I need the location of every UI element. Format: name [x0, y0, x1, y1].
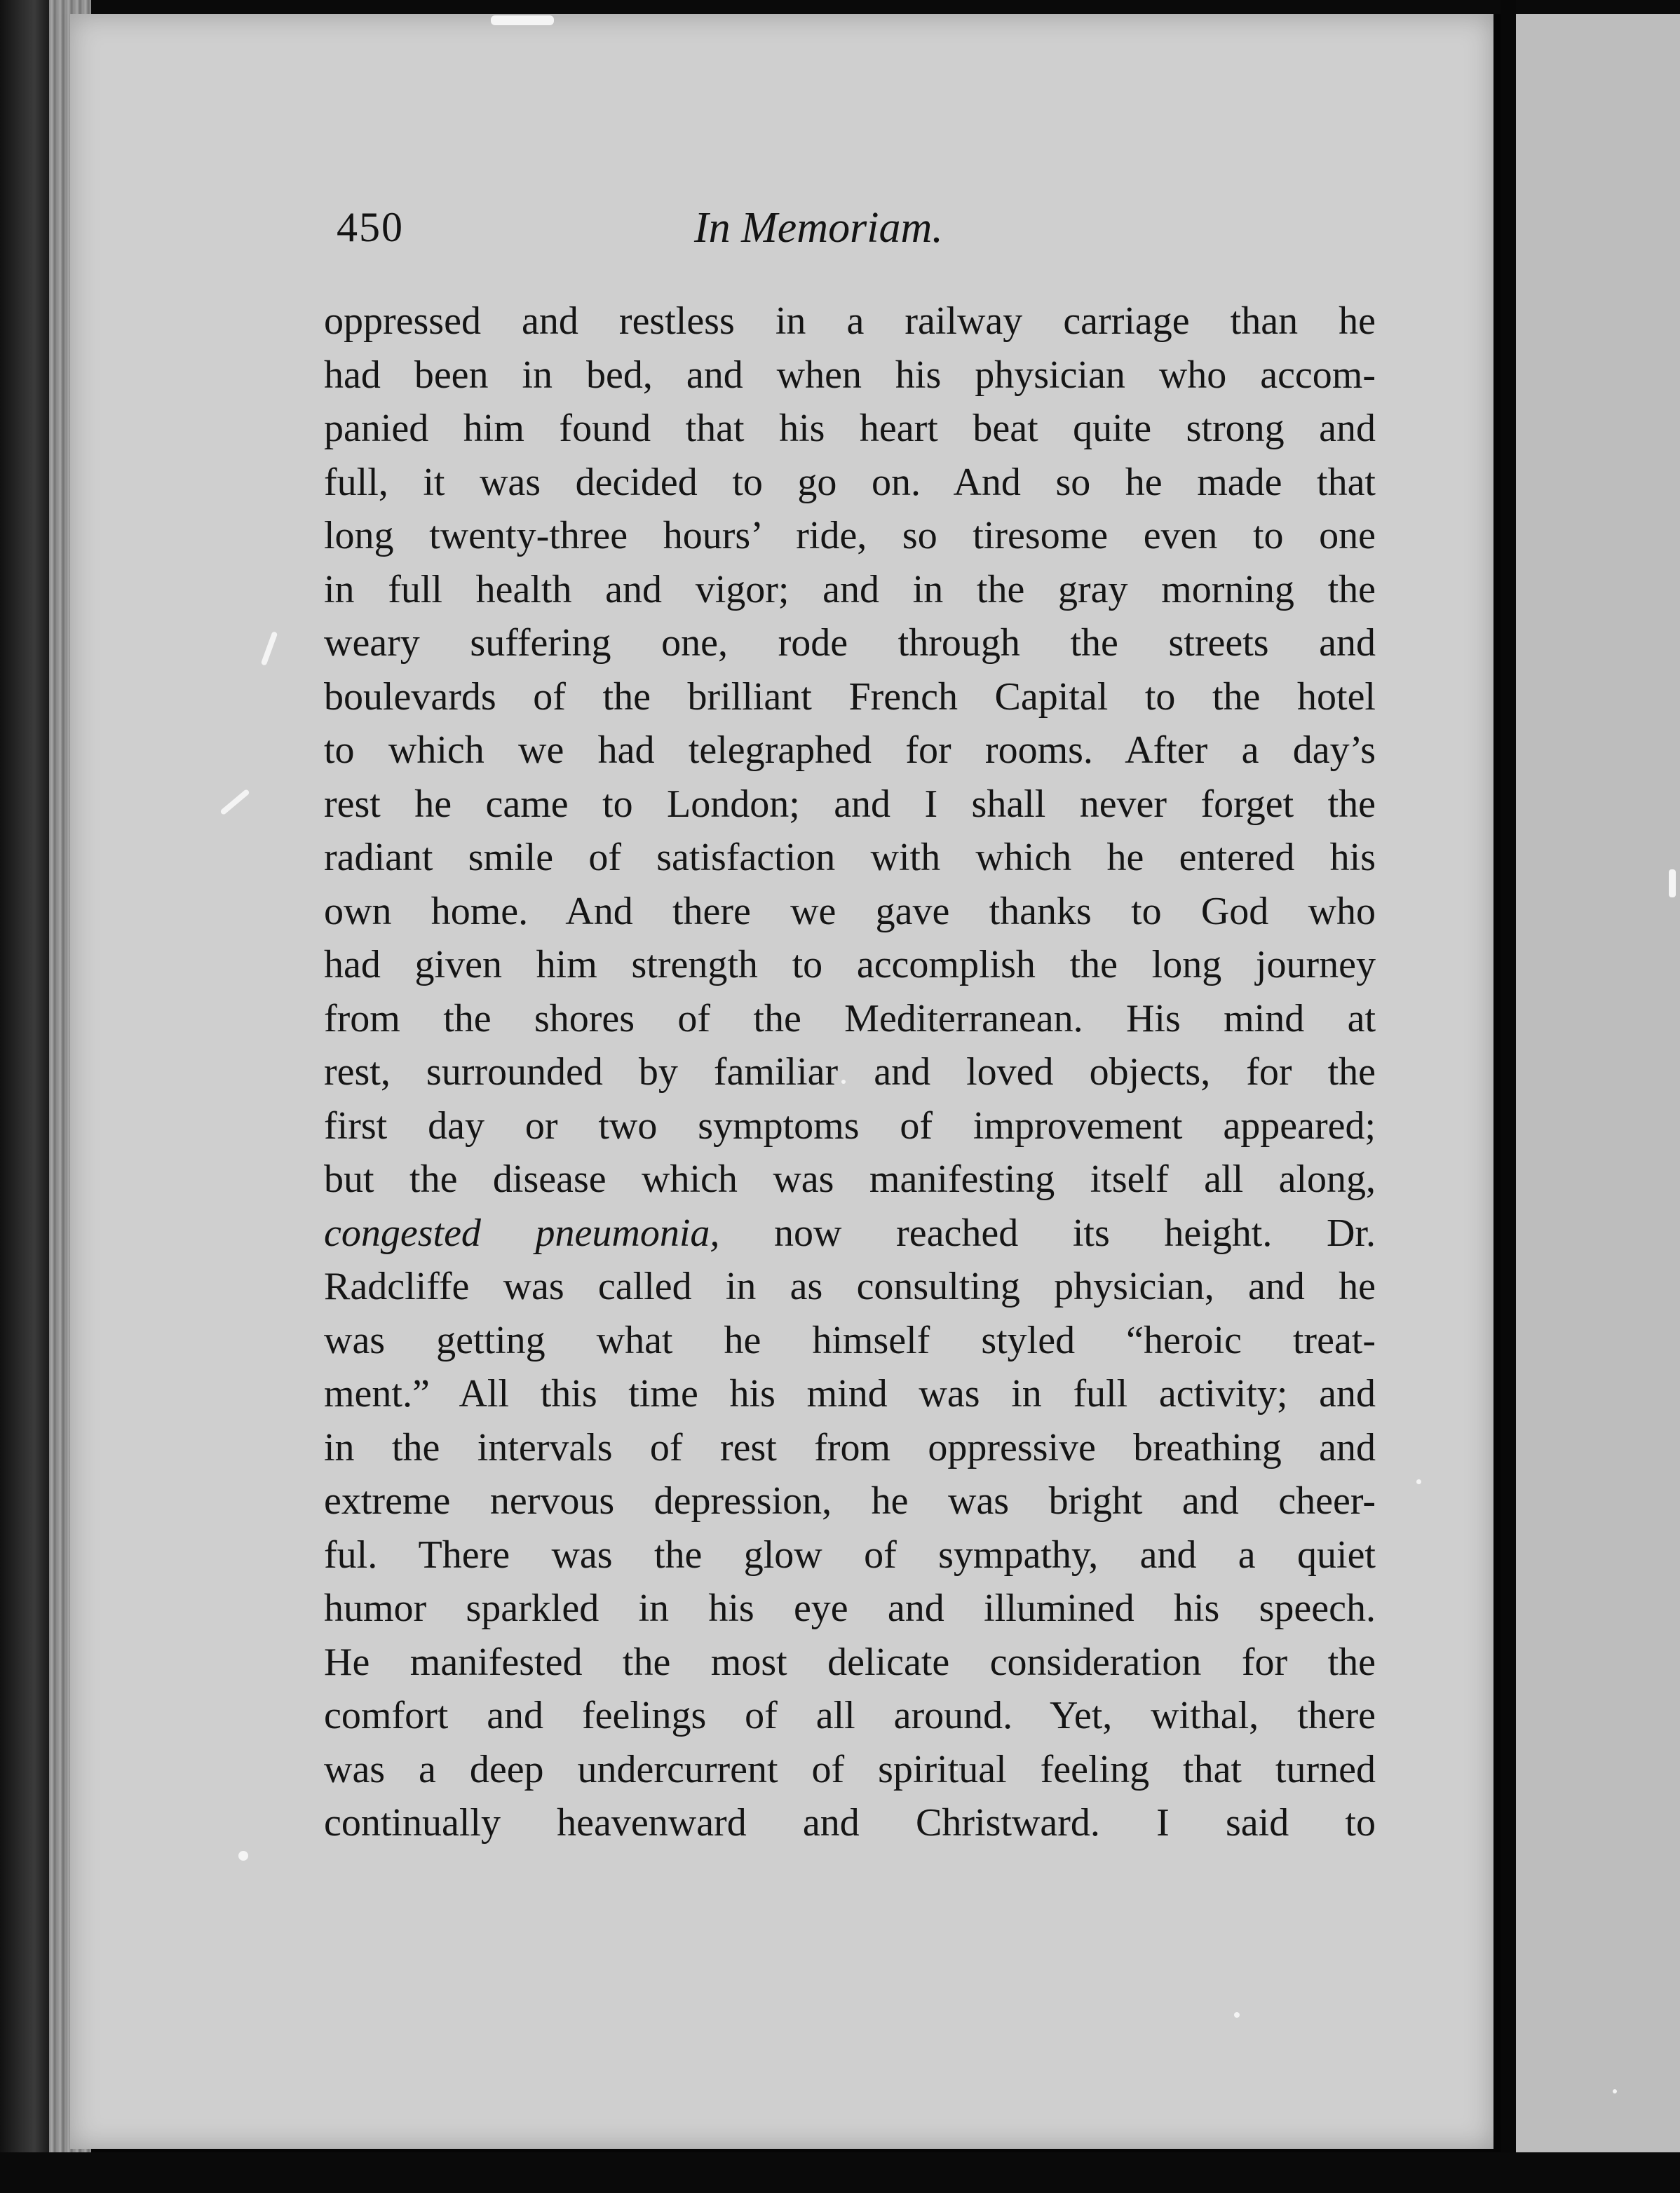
- text-span: Radcliffe was called in as consulting physician, and he: [324, 1265, 1376, 1308]
- text-span: was getting what he himself styled “heroic treat-: [324, 1318, 1376, 1362]
- text-span: rest he came to London; and I shall never forget the: [324, 782, 1376, 826]
- text-line: [324, 1207, 1376, 1261]
- italic-text: congested pneumonia,: [324, 1211, 720, 1255]
- text-span: was a deep undercurrent of spiritual feeling that turned: [324, 1747, 1376, 1791]
- text-line: [324, 1314, 1376, 1368]
- text-line: [324, 563, 1376, 617]
- bottom-border: [0, 2152, 1680, 2193]
- facing-page-edge: [1516, 14, 1680, 2152]
- text-line: [324, 1153, 1376, 1207]
- text-line: [324, 1796, 1376, 1850]
- text-span: had given him strength to accomplish the long journey: [324, 943, 1376, 986]
- text-line: [324, 1421, 1376, 1475]
- text-span: He manifested the most delicate consideration for the: [324, 1640, 1376, 1684]
- text-line: [324, 348, 1376, 402]
- text-span: own home. And there we gave thanks to God who: [324, 889, 1376, 933]
- text-line: [324, 724, 1376, 778]
- text-line: [324, 938, 1376, 992]
- body-paragraph: [324, 294, 1376, 1850]
- text-span: panied him found that his heart beat quite strong and: [324, 407, 1376, 450]
- text-line: [324, 778, 1376, 831]
- text-span: ful. There was the glow of sympathy, and a quiet: [324, 1533, 1376, 1577]
- text-span: in full health and vigor; and in the gray morning the: [324, 567, 1376, 611]
- text-line: [324, 402, 1376, 456]
- dust-speck: [1669, 869, 1676, 897]
- dust-speck: [238, 1851, 248, 1861]
- text-span: radiant smile of satisfaction with which he entered his: [324, 836, 1376, 879]
- running-header: [337, 203, 1381, 266]
- dust-speck: [491, 15, 554, 25]
- text-line: [324, 456, 1376, 510]
- text-span: now reached its height. Dr.: [719, 1211, 1376, 1255]
- text-line: [324, 992, 1376, 1046]
- text-line: [324, 616, 1376, 670]
- dust-speck: [1613, 2089, 1617, 2093]
- text-line: [324, 509, 1376, 563]
- text-span: comfort and feelings of all around. Yet, withal, there: [324, 1694, 1376, 1737]
- text-span: oppressed and restless in a railway carriage than he: [324, 299, 1376, 343]
- text-span: extreme nervous depression, he was bright and cheer-: [324, 1479, 1376, 1523]
- text-span: boulevards of the brilliant French Capital to the hotel: [324, 674, 1376, 719]
- text-span: weary suffering one, rode through the streets and: [324, 621, 1376, 665]
- text-span: full, it was decided to go on. And so he made that: [324, 460, 1376, 504]
- running-title: In Memoriam.: [694, 204, 943, 252]
- text-span: ment.” All this time his mind was in full activity; and: [324, 1372, 1376, 1415]
- text-line: [324, 670, 1376, 724]
- text-line: [324, 1689, 1376, 1743]
- text-line: [324, 294, 1376, 348]
- top-border: [0, 0, 1680, 14]
- text-span: rest, surrounded by familiar and loved objects, for the: [324, 1050, 1376, 1094]
- text-line: [324, 1743, 1376, 1797]
- text-span: continually heavenward and Christward. I said to: [324, 1801, 1376, 1845]
- text-line: [324, 1474, 1376, 1528]
- text-span: from the shores of the Mediterranean. His mind at: [324, 996, 1376, 1040]
- text-span: in the intervals of rest from oppressive breathing and: [324, 1425, 1376, 1469]
- text-span: had been in bed, and when his physician who accom-: [324, 353, 1376, 397]
- text-span: to which we had telegraphed for rooms. After a day’s: [324, 728, 1376, 772]
- text-line: [324, 1260, 1376, 1314]
- text-line: [324, 831, 1376, 885]
- text-line: [324, 1099, 1376, 1153]
- text-line: [324, 1582, 1376, 1636]
- page-number: 450: [337, 204, 404, 250]
- text-line: [324, 885, 1376, 939]
- text-span: long twenty-three hours’ ride, so tiresome even to one: [324, 514, 1376, 557]
- dust-speck: [1416, 1479, 1421, 1484]
- text-span: but the disease which was manifesting itself all along,: [324, 1157, 1376, 1201]
- text-line: [324, 1528, 1376, 1582]
- text-span: first day or two symptoms of improvement appeared;: [324, 1104, 1376, 1148]
- book-spine-edge: [0, 0, 49, 2193]
- text-line: [324, 1045, 1376, 1099]
- text-line: [324, 1636, 1376, 1690]
- dust-speck: [1234, 2012, 1240, 2018]
- text-line: [324, 1367, 1376, 1421]
- binding-gutter: [1501, 0, 1516, 2193]
- text-span: humor sparkled in his eye and illumined his speech.: [324, 1587, 1376, 1630]
